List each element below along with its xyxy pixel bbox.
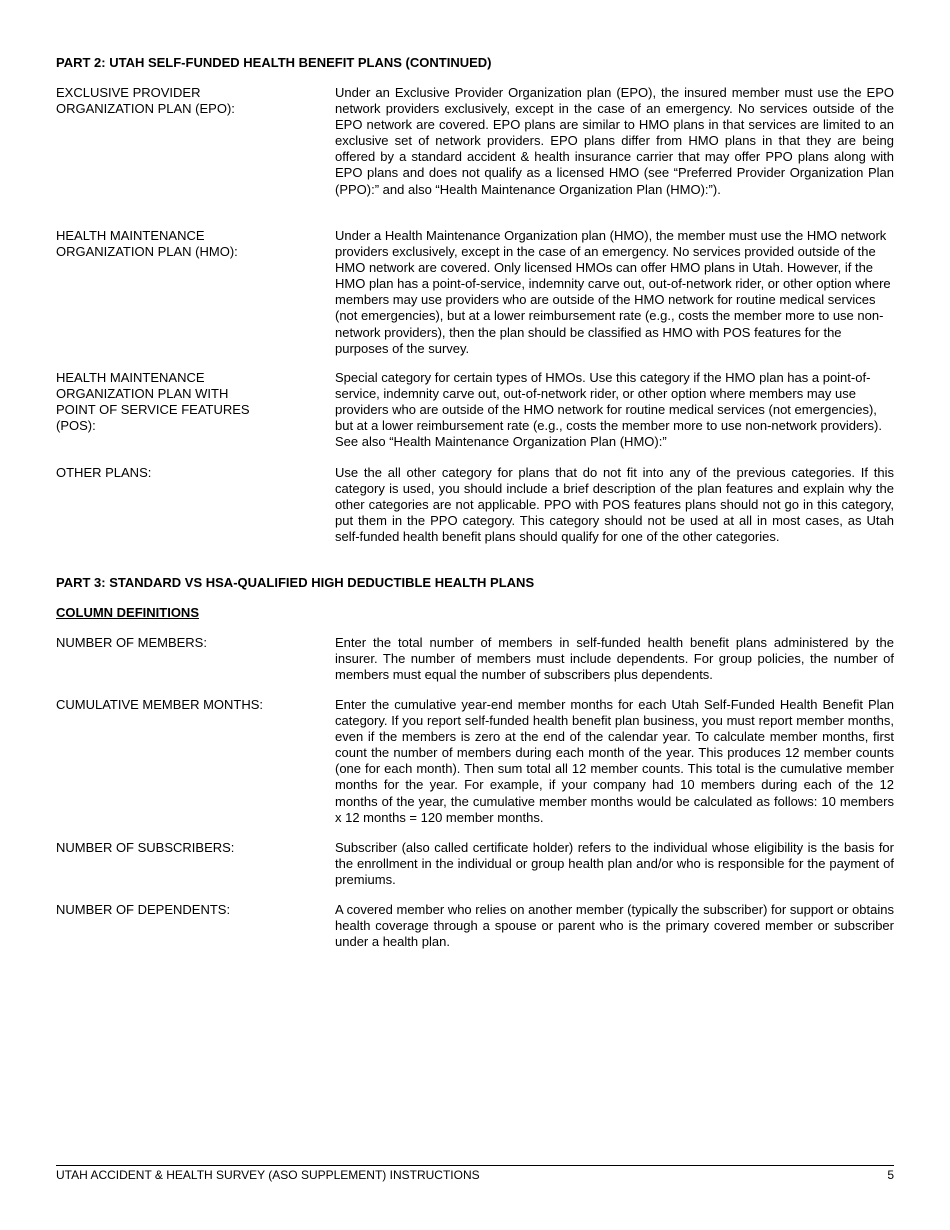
definition-member-months: Enter the cumulative year-end member months for each Utah Self-Funded Health Benefit Plan category. If you report self-funded health benefit plan business, you must report member months, even if the members is zero at the end of the calendar year. To calculate member months, first count the number of members during each month of the year. This produces 12 member counts (one for each month). Then sum total all 12 member counts. This total is the cumulative member months for the year. For example, if your company had 10 members during each of the 12 months of the year, the cumulative member months would be calculated as follows: 10 members x 12 months = 120 member months. bbox=[335, 697, 894, 825]
term-line: HEALTH MAINTENANCE bbox=[56, 228, 205, 243]
term-dependents bbox=[56, 902, 316, 918]
footer-title: UTAH ACCIDENT & HEALTH SURVEY (ASO SUPPLEMENT) INSTRUCTIONS bbox=[56, 1168, 480, 1182]
definition-other: Use the all other category for plans that do not fit into any of the previous categories. If this category is used, you should include a brief description of the plan features and explain why the other categories are not applicable. PPO with POS features plans should not go in this category, put them in the PPO category. This category should not be used at all in most cases, as Utah self-funded health benefit plans should qualify for one of the other categories. bbox=[335, 465, 894, 545]
term-line: NUMBER OF SUBSCRIBERS: bbox=[56, 840, 235, 855]
term-line: OTHER PLANS: bbox=[56, 465, 152, 480]
definition-entry-member-months bbox=[56, 697, 894, 829]
definition-entry-hmo bbox=[56, 228, 894, 363]
definition-subscribers: Subscriber (also called certificate holder) refers to the individual whose eligibility is the basis for the enrollment in the individual or group health plan and/or who is responsible for the payment of premiums. bbox=[335, 840, 894, 888]
term-line: NUMBER OF MEMBERS: bbox=[56, 635, 207, 650]
term-subscribers bbox=[56, 840, 316, 856]
definition-entry-dependents bbox=[56, 902, 894, 952]
definition-dependents: A covered member who relies on another member (typically the subscriber) for support or obtains health coverage through a spouse or parent who is the primary covered member or subscriber under a health plan. bbox=[335, 902, 894, 950]
term-line: ORGANIZATION PLAN (HMO): bbox=[56, 244, 238, 260]
term-line: ORGANIZATION PLAN WITH bbox=[56, 386, 229, 402]
term-line: NUMBER OF DEPENDENTS: bbox=[56, 902, 231, 917]
term-epo bbox=[56, 85, 316, 117]
column-definitions-heading: COLUMN DEFINITIONS bbox=[56, 605, 199, 620]
term-line: POINT OF SERVICE FEATURES bbox=[56, 402, 250, 418]
definition-entry-members bbox=[56, 635, 894, 685]
page-number: 5 bbox=[887, 1168, 894, 1182]
term-line: EXCLUSIVE PROVIDER bbox=[56, 85, 201, 100]
term-line: CUMULATIVE MEMBER MONTHS: bbox=[56, 697, 264, 712]
definition-epo: Under an Exclusive Provider Organization plan (EPO), the insured member must use the EPO network providers exclusively, except in the case of an emergency. No services outside of the EPO network are covered. EPO plans are similar to HMO plans in that services are limited to an exclusive set of network providers. EPO plans differ from HMO plans in that they are being offered by a standard accident & health insurance carrier that may offer PPO plans along with EPO plans and does not qualify as a licensed HMO (see “Preferred Provider Organization Plan (PPO):” and also “Health Maintenance Organization Plan (HMO):”). bbox=[335, 85, 894, 197]
term-pos bbox=[56, 370, 316, 434]
definition-entry-pos bbox=[56, 370, 894, 460]
term-line: (POS): bbox=[56, 418, 96, 434]
term-members bbox=[56, 635, 316, 651]
definition-entry-other bbox=[56, 465, 894, 565]
document-page bbox=[56, 0, 894, 1230]
term-other bbox=[56, 465, 316, 481]
definition-entry-subscribers bbox=[56, 840, 894, 890]
term-member-months bbox=[56, 697, 316, 713]
definition-hmo: Under a Health Maintenance Organization plan (HMO), the member must use the HMO network providers exclusively, except in the case of an emergency. No services provided outside of the HMO network are covered. Only licensed HMOs can offer HMO plans in Utah. However, if the HMO plan has a point-of-service, indemnity carve out, out-of-network rider, or other option where members may use providers who are outside of the HMO network for routine medical services (not emergencies), but at a lower reimbursement rate (e.g., costs the member more to use non-network providers), then the plan should be classified as HMO with POS features for the purposes of the survey. bbox=[335, 228, 891, 356]
term-line: HEALTH MAINTENANCE bbox=[56, 370, 205, 385]
definition-entry-epo bbox=[56, 85, 894, 220]
definition-pos: Special category for certain types of HMOs. Use this category if the HMO plan has a point-of-service, indemnity carve out, out-of-network rider, or other option where members may use providers who are outside of the HMO network for routine medical services (not emergencies), but at a lower reimbursement rate (e.g., costs the member more to use non-network providers). See also “Health Maintenance Organization Plan (HMO):” bbox=[335, 370, 882, 450]
part3-heading: PART 3: STANDARD VS HSA-QUALIFIED HIGH DEDUCTIBLE HEALTH PLANS bbox=[56, 575, 535, 590]
term-hmo bbox=[56, 228, 316, 260]
definition-members: Enter the total number of members in self-funded health benefit plans administered by the insurer. The number of members must include dependents. For group policies, the number of members must equal the number of subscribers plus dependents. bbox=[335, 635, 894, 683]
part2-heading: PART 2: UTAH SELF-FUNDED HEALTH BENEFIT PLANS (CONTINUED) bbox=[56, 55, 492, 70]
footer-divider bbox=[56, 1165, 894, 1166]
term-line: ORGANIZATION PLAN (EPO): bbox=[56, 101, 235, 117]
